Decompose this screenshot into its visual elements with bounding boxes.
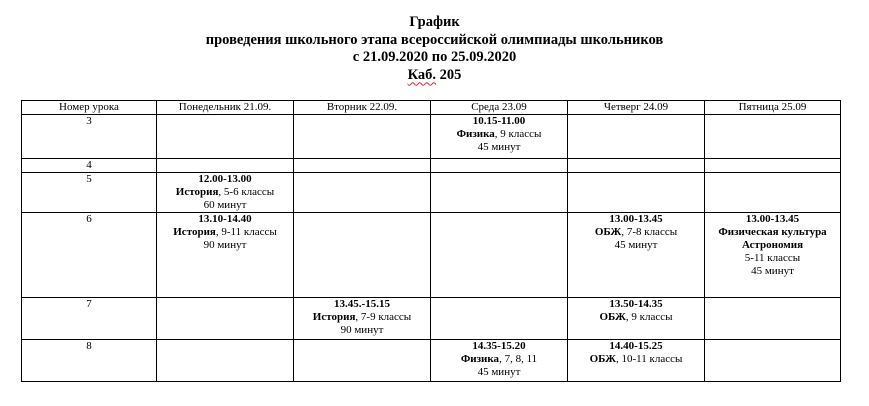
cell-monday (157, 213, 294, 298)
cell-monday (157, 340, 294, 382)
exam-time: 13.10-14.40 (198, 213, 252, 225)
cell-wednesday (431, 159, 568, 173)
exam-subject: Физика (456, 128, 495, 140)
cell-friday (705, 340, 841, 382)
table-row (22, 213, 841, 298)
exam-time: 14.35-15.20 (472, 340, 526, 352)
exam-time: 14.40-15.25 (609, 340, 663, 352)
cell-friday (705, 213, 841, 298)
cell-monday (157, 173, 294, 213)
exam-time: 12.00-13.00 (198, 173, 252, 185)
cell-thursday (568, 115, 705, 159)
table-row (22, 298, 841, 340)
column-header-tuesday: Вторник 22.09. (294, 101, 431, 115)
lesson-number: 3 (22, 115, 157, 159)
column-header-monday: Понедельник 21.09. (157, 101, 294, 115)
exam-classes: , 9 классы (494, 128, 542, 140)
cell-tuesday (294, 213, 431, 298)
exam-classes: , 7, 8, 11 (499, 353, 538, 365)
exam-subject: ОБЖ (599, 311, 626, 323)
exam-classes: , 10-11 классы (616, 353, 683, 365)
exam-subject: Физическая культура (718, 226, 827, 238)
exam-subject: История (312, 311, 356, 323)
header-room (0, 67, 869, 85)
cell-thursday (568, 159, 705, 173)
table-row (22, 159, 841, 173)
cell-friday (705, 115, 841, 159)
exam-subject: История (173, 226, 216, 238)
header-subtitle: проведения школьного этапа всероссийской олимпиады школьников (205, 31, 664, 48)
exam-subject: ОБЖ (589, 353, 617, 365)
exam-time: 13.50-14.35 (609, 298, 663, 310)
exam-duration: 90 минут (203, 239, 247, 251)
exam-subject-secondary: Астрономия (741, 239, 804, 251)
cell-monday (157, 159, 294, 173)
lesson-number: 4 (22, 159, 157, 173)
cell-friday (705, 173, 841, 213)
exam-classes: , 7-9 классы (355, 311, 412, 323)
exam-time: 13.00-13.45 (609, 213, 663, 225)
cell-wednesday (431, 298, 568, 340)
cell-wednesday (431, 173, 568, 213)
exam-duration: 45 минут (614, 239, 658, 251)
header-room-number: 205 (439, 66, 462, 83)
cell-monday (157, 115, 294, 159)
exam-classes: , 9 классы (625, 311, 673, 323)
column-header-wednesday: Среда 23.09 (431, 101, 568, 115)
exam-time: 13.00-13.45 (745, 213, 800, 225)
cell-friday (705, 159, 841, 173)
cell-tuesday (294, 159, 431, 173)
column-header-friday: Пятница 25.09 (705, 101, 841, 115)
olympiad-schedule-table (21, 100, 841, 382)
exam-classes: , 9-11 классы (215, 226, 277, 238)
exam-duration: 60 минут (203, 199, 247, 211)
column-header-thursday: Четверг 24.09 (568, 101, 705, 115)
header-date-range: с 21.09.2020 по 25.09.2020 (352, 49, 517, 65)
lesson-number: 5 (22, 173, 157, 213)
exam-duration: 45 минут (477, 141, 521, 153)
lesson-number: 6 (22, 213, 157, 298)
exam-subject: История (175, 186, 219, 198)
exam-classes: , 7-8 классы (621, 226, 678, 238)
cell-wednesday (431, 213, 568, 298)
header-title: График (409, 14, 460, 30)
exam-classes: 5-11 классы (744, 252, 801, 264)
lesson-number: 7 (22, 298, 157, 340)
lesson-number: 8 (22, 340, 157, 382)
cell-wednesday (431, 115, 568, 159)
table-header-row (22, 101, 841, 115)
exam-time: 10.15-11.00 (472, 115, 526, 127)
document-header (0, 14, 869, 84)
exam-subject: Физика (460, 353, 500, 365)
cell-thursday (568, 298, 705, 340)
column-header-lesson: Номер урока (22, 101, 157, 115)
exam-subject: ОБЖ (594, 226, 622, 238)
exam-duration: 45 минут (477, 366, 521, 378)
cell-wednesday (431, 340, 568, 382)
cell-thursday (568, 173, 705, 213)
cell-monday (157, 298, 294, 340)
cell-friday (705, 298, 841, 340)
cell-tuesday (294, 173, 431, 213)
exam-duration: 90 минут (340, 324, 384, 336)
cell-tuesday (294, 340, 431, 382)
cell-thursday (568, 213, 705, 298)
cell-tuesday (294, 115, 431, 159)
exam-time: 13.45.-15.15 (334, 298, 390, 310)
cell-tuesday (294, 298, 431, 340)
cell-thursday (568, 340, 705, 382)
table-row (22, 115, 841, 159)
table-row (22, 340, 841, 382)
header-room-prefix: Каб. (407, 66, 437, 83)
table-row (22, 173, 841, 213)
exam-duration: 45 минут (751, 265, 794, 277)
exam-classes: , 5-6 классы (218, 186, 275, 198)
